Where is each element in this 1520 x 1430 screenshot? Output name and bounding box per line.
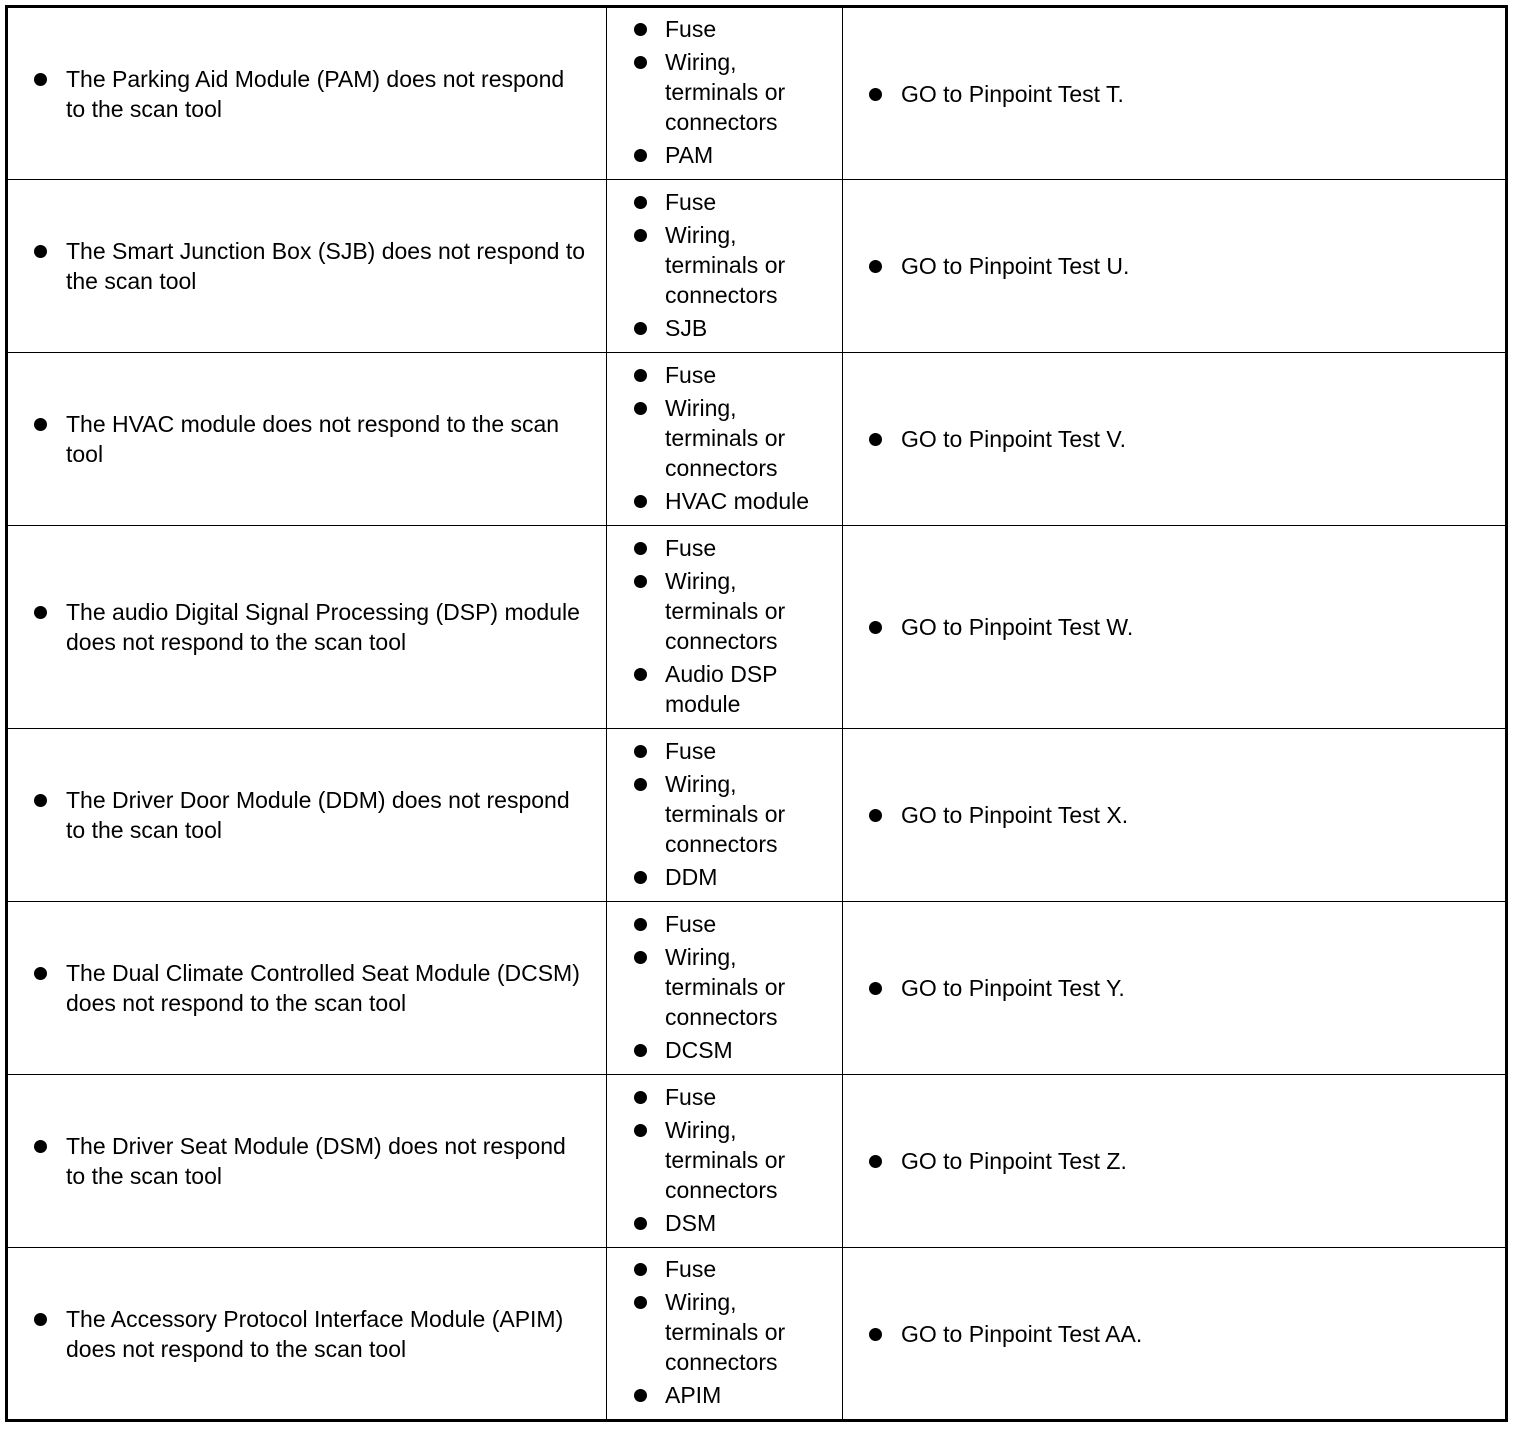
table-row [7,180,1507,353]
symptom-text: The HVAC module does not respond to the scan tool [8,409,606,469]
possible-source-item: DDM [607,862,842,892]
action-cell [843,526,1507,729]
possible-source-item: Wiring, terminals or connectors [607,393,842,483]
possible-source-item: APIM [607,1380,842,1410]
possible-source-item: Fuse [607,187,842,217]
action-cell [843,902,1507,1075]
pinpoint-test-link[interactable]: GO to Pinpoint Test Y. [843,973,1505,1003]
possible-source-item: Wiring, terminals or connectors [607,1115,842,1205]
action-cell [843,1075,1507,1248]
table-row [7,1248,1507,1421]
table-row [7,902,1507,1075]
table-row [7,1075,1507,1248]
pinpoint-test-link[interactable]: GO to Pinpoint Test Z. [843,1146,1505,1176]
table-row [7,7,1507,180]
table-row [7,729,1507,902]
action-cell [843,729,1507,902]
possible-source-item: Fuse [607,533,842,563]
possible-sources-cell [607,353,843,526]
symptom-cell [7,7,607,180]
possible-source-item: Fuse [607,1254,842,1284]
symptom-cell [7,729,607,902]
table-row [7,353,1507,526]
pinpoint-test-link[interactable]: GO to Pinpoint Test T. [843,79,1505,109]
symptom-text: The Smart Junction Box (SJB) does not respond to the scan tool [8,236,606,296]
possible-source-item: Audio DSP module [607,659,842,719]
symptom-text: The Dual Climate Controlled Seat Module (DCSM) does not respond to the scan tool [8,958,606,1018]
pinpoint-test-link[interactable]: GO to Pinpoint Test U. [843,251,1505,281]
possible-source-item: DCSM [607,1035,842,1065]
possible-source-item: DSM [607,1208,842,1238]
possible-sources-cell [607,902,843,1075]
pinpoint-test-link[interactable]: GO to Pinpoint Test AA. [843,1319,1505,1349]
pinpoint-test-link[interactable]: GO to Pinpoint Test X. [843,800,1505,830]
symptom-text: The Parking Aid Module (PAM) does not respond to the scan tool [8,64,606,124]
possible-source-item: Wiring, terminals or connectors [607,942,842,1032]
pinpoint-test-link[interactable]: GO to Pinpoint Test V. [843,424,1505,454]
pinpoint-test-link[interactable]: GO to Pinpoint Test W. [843,612,1505,642]
table-row [7,526,1507,729]
symptom-cell [7,526,607,729]
possible-source-item: Fuse [607,736,842,766]
possible-sources-cell [607,180,843,353]
possible-sources-cell [607,1075,843,1248]
possible-source-item: Fuse [607,14,842,44]
action-cell [843,180,1507,353]
possible-source-item: Fuse [607,360,842,390]
symptom-text: The audio Digital Signal Processing (DSP) module does not respond to the scan tool [8,597,606,657]
possible-source-item: Fuse [607,909,842,939]
symptom-cell [7,1248,607,1421]
possible-source-item: HVAC module [607,486,842,516]
symptom-cell [7,353,607,526]
possible-source-item: Wiring, terminals or connectors [607,1287,842,1377]
symptom-text: The Driver Door Module (DDM) does not respond to the scan tool [8,785,606,845]
symptom-text: The Accessory Protocol Interface Module (APIM) does not respond to the scan tool [8,1304,606,1364]
symptom-cell [7,180,607,353]
possible-sources-cell [607,1248,843,1421]
possible-source-item: Fuse [607,1082,842,1112]
possible-source-item: Wiring, terminals or connectors [607,566,842,656]
symptom-cell [7,1075,607,1248]
symptom-cell [7,902,607,1075]
possible-sources-cell [607,7,843,180]
symptom-chart-table [5,5,1508,1422]
action-cell [843,1248,1507,1421]
possible-source-item: SJB [607,313,842,343]
possible-sources-cell [607,526,843,729]
possible-sources-cell [607,729,843,902]
possible-source-item: Wiring, terminals or connectors [607,220,842,310]
possible-source-item: Wiring, terminals or connectors [607,769,842,859]
action-cell [843,353,1507,526]
action-cell [843,7,1507,180]
possible-source-item: Wiring, terminals or connectors [607,47,842,137]
symptom-text: The Driver Seat Module (DSM) does not respond to the scan tool [8,1131,606,1191]
possible-source-item: PAM [607,140,842,170]
